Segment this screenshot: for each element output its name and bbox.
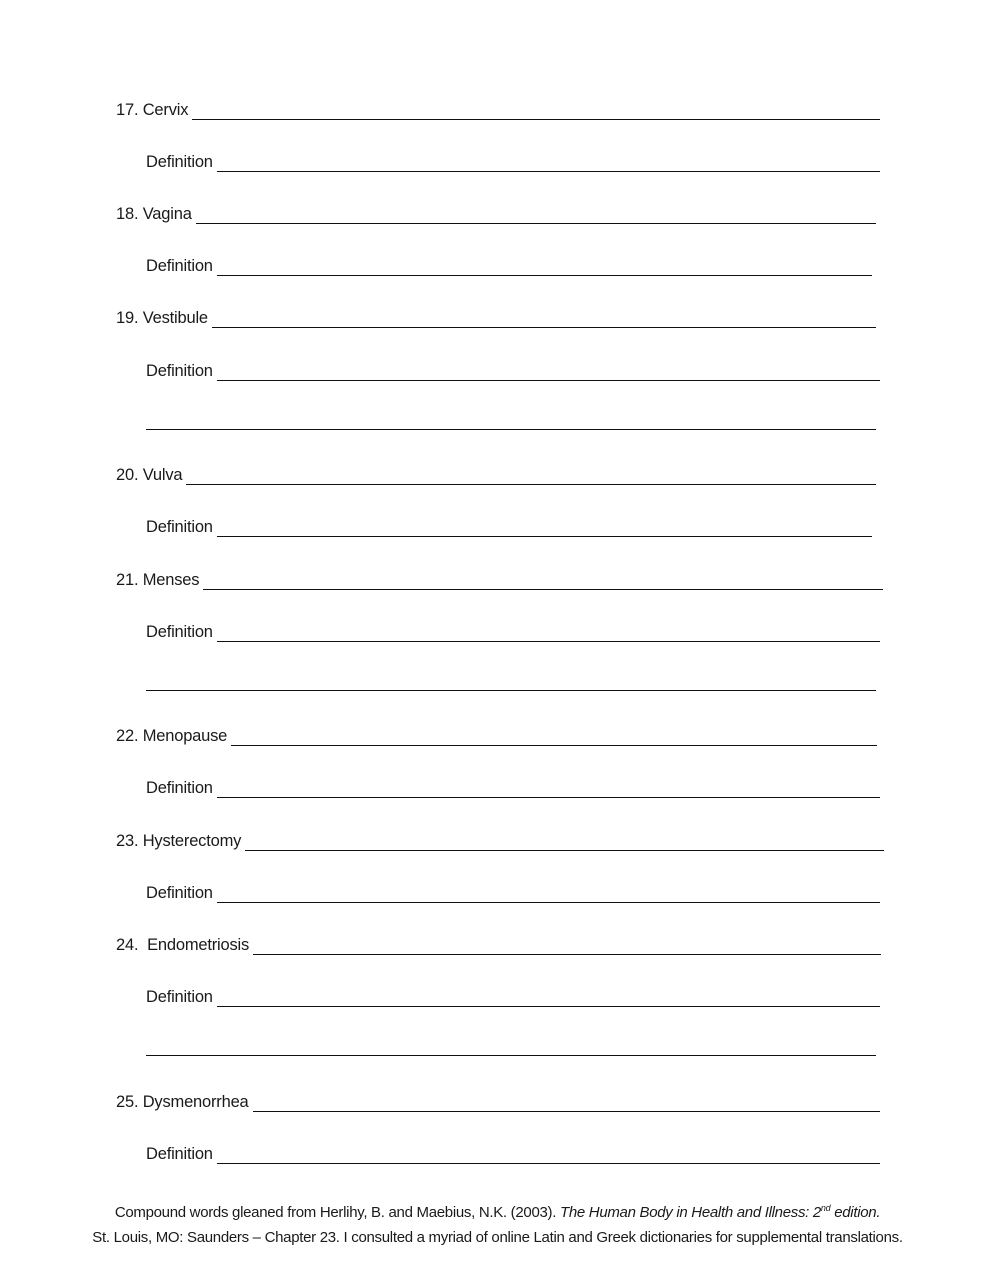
citation-text-2: St. Louis, MO: Saunders – Chapter 23. I consulted a myriad of online Latin and Greek dictionaries for supplemental translations. [92,1229,903,1246]
term-row [116,202,876,224]
definition-row [146,881,880,903]
term-row [116,829,884,851]
answer-line [186,484,876,485]
term-row [116,98,880,120]
answer-line [217,380,880,381]
term-label: 21. Menses [116,571,200,589]
answer-line [217,797,880,798]
term-label: 24. Endometriosis [116,936,250,954]
definition-label: Definition [146,779,213,797]
citation-footer [40,1196,955,1250]
definition-row [146,1142,880,1164]
definition-label: Definition [146,623,213,641]
citation-text: Compound words gleaned from Herlihy, B. and Maebius, N.K. (2003). [114,1204,560,1221]
answer-line [253,954,881,955]
definition-row [146,359,880,381]
term-row [116,724,877,746]
book-title: The Human Body in Health and Illness: 2 [559,1204,821,1221]
answer-line [217,641,880,642]
answer-line [212,327,876,328]
answer-line [192,119,880,120]
book-title-end: edition. [830,1204,881,1221]
definition-row [146,620,880,642]
term-row [116,568,883,590]
answer-line [146,690,876,691]
definition-label: Definition [146,988,213,1006]
definition-label: Definition [146,153,213,171]
answer-line [146,1055,876,1056]
answer-line [217,902,880,903]
answer-line [203,589,883,590]
term-row [116,463,876,485]
definition-row [146,150,880,172]
definition-label: Definition [146,518,213,536]
answer-line [217,1163,880,1164]
answer-line [196,223,876,224]
definition-label: Definition [146,362,213,380]
term-label: 18. Vagina [116,205,192,223]
answer-line [245,850,884,851]
definition-row [146,985,880,1007]
term-row [116,1090,880,1112]
answer-line [217,1006,880,1007]
answer-line [231,745,877,746]
term-row [116,306,876,328]
term-label: 17. Cervix [116,101,189,119]
definition-row [146,515,872,537]
answer-line [253,1111,880,1112]
definition-label: Definition [146,257,213,275]
answer-line [217,171,880,172]
answer-line [217,275,872,276]
answer-line [146,429,876,430]
definition-row [146,254,872,276]
definition-label: Definition [146,884,213,902]
term-label: 20. Vulva [116,466,183,484]
definition-label: Definition [146,1145,213,1163]
term-label: 25. Dysmenorrhea [116,1093,249,1111]
superscript: nd [820,1203,831,1213]
answer-line [217,536,872,537]
definition-row [146,776,880,798]
term-label: 23. Hysterectomy [116,832,242,850]
term-label: 22. Menopause [116,727,228,745]
term-row [116,933,881,955]
term-label: 19. Vestibule [116,309,208,327]
